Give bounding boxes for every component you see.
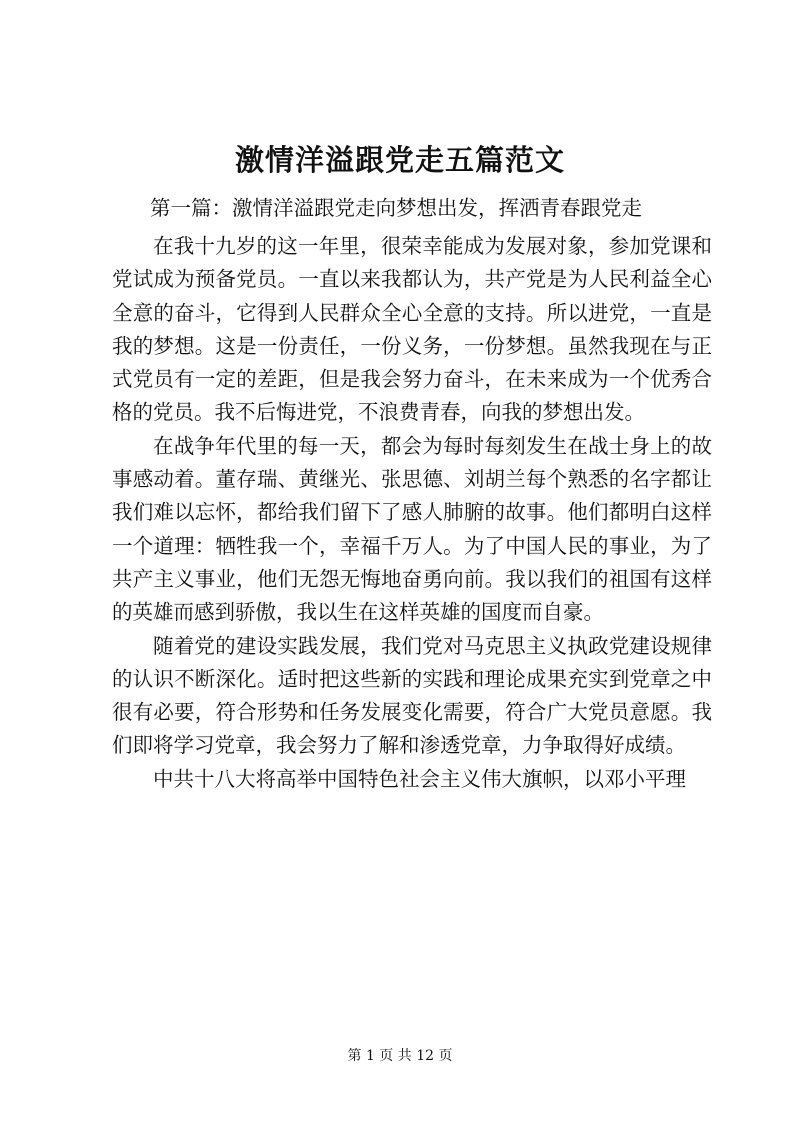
paragraph-4: 中共十八大将高举中国特色社会主义伟大旗帜，以邓小平理 — [153, 766, 686, 791]
paragraph-2: 在战争年代里的每一天，都会为每时每刻发生在战士身上的故事感动着。董存瑞、黄继光、张思德、刘胡兰每个熟悉的名字都让我们难以忘怀，都给我们留下了感人肺腑的故事。他们都明白这样一个道理：牺牲我一个，幸福千万人。为了中国人民的事业，为了共产主义事业，他们无怨无悔地奋勇向前。我以我们的祖国有这样的英雄而感到骄傲，我以生在这样英雄的国度而自豪。 — [112, 433, 712, 625]
page-footer: 第 1 页 共 12 页 — [347, 1048, 453, 1064]
paragraph-1: 在我十九岁的这一年里，很荣幸能成为发展对象，参加党课和党试成为预备党员。一直以来我都认为，共产党是为人民利益全心全意的奋斗，它得到人民群众全心全意的支持。所以进党，一直是我的梦想。这是一份责任，一份义务，一份梦想。虽然我现在与正式党员有一定的差距，但是我会努力奋斗，在未来成为一个优秀合格的党员。我不后悔进党，不浪费青春，向我的梦想出发。 — [112, 234, 712, 425]
document-body — [112, 230, 712, 796]
paragraph-3: 随着党的建设实践发展，我们党对马克思主义执政党建设规律的认识不断深化。适时把这些新的实践和理论成果充实到党章之中很有必要，符合形势和任务发展变化需要，符合广大党员意愿。我们即将学习党章，我会努力了解和渗透党章，力争取得好成绩。 — [112, 633, 712, 758]
document-title: 激情洋溢跟党走五篇范文 — [234, 143, 565, 177]
section-heading: 第一篇：激情洋溢跟党走向梦想出发，挥洒青春跟党走 — [150, 196, 642, 220]
